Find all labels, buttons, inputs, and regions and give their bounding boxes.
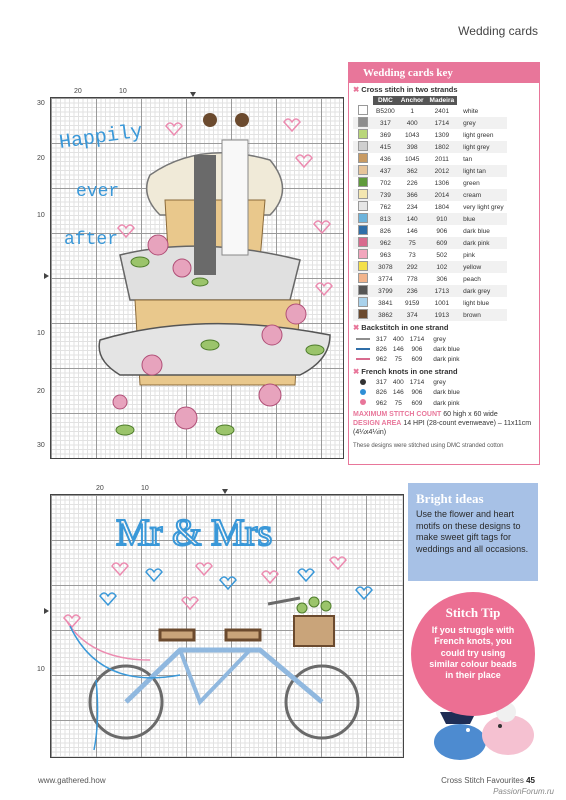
anchor-value: 400: [406, 119, 418, 127]
cross-stitch-table: [353, 96, 507, 321]
french-knot-symbol-cell: [353, 378, 373, 388]
dark-grey-symbol: [358, 285, 368, 295]
madeira-value: 1804: [434, 203, 450, 211]
symbol-cell: [353, 129, 373, 141]
mr-and-mrs-text: Mr & Mrs: [116, 512, 273, 554]
backstitch-row: [353, 344, 463, 354]
chart1-left-tick-10b: 10: [37, 330, 45, 337]
madeira-value: 906: [436, 227, 448, 235]
chart1-left-tick-30: 30: [37, 100, 45, 107]
backstitch-line-icon: [356, 358, 370, 360]
anchor-value: 146: [406, 227, 418, 235]
backstitch-symbol-cell: [353, 354, 373, 364]
chart2-top-tick-20: 20: [96, 485, 104, 492]
footer-magazine: Cross Stitch Favourites: [441, 776, 524, 785]
symbol-cell: [353, 309, 373, 321]
cream-symbol: [358, 189, 368, 199]
french-knot-dot-icon: [360, 389, 366, 395]
anchor-value: 374: [406, 311, 418, 319]
very-light-grey-symbol: [358, 201, 368, 211]
anchor-value: 1045: [404, 155, 420, 163]
colour-name: light tan: [463, 167, 486, 175]
backstitch-symbol-cell: [353, 334, 373, 344]
bright-ideas-box: [408, 483, 538, 581]
symbol-cell: [353, 237, 373, 249]
cross-stitch-row: [353, 165, 507, 177]
cross-stitch-row: [353, 285, 507, 297]
page-number: 45: [526, 776, 535, 785]
dmc-value: 3078: [378, 263, 393, 271]
colour-name: grey: [463, 119, 476, 127]
madeira-value: 1714: [409, 379, 425, 387]
colour-name: yellow: [463, 263, 482, 271]
light-tan-symbol: [358, 165, 368, 175]
colour-name: white: [463, 107, 479, 115]
stitch-tip-circle: [411, 592, 535, 716]
cross-stitch-row: [353, 177, 507, 189]
white-symbol: [358, 105, 368, 115]
cross-stitch-heading: ✖ Cross stitch in two strands: [353, 85, 458, 94]
chart1-top-tick-10: 10: [119, 88, 127, 95]
colour-name: very light grey: [463, 203, 504, 211]
madeira-value: 1714: [409, 335, 425, 343]
madeira-value: 1913: [434, 311, 450, 319]
anchor-value: 73: [408, 251, 416, 259]
madeira-value: 2012: [434, 167, 450, 175]
ever-text: ever: [76, 182, 120, 202]
madeira-value: 1306: [434, 179, 450, 187]
symbol-cell: [353, 141, 373, 153]
anchor-value: 400: [392, 335, 404, 343]
colour-name: grey: [433, 335, 446, 343]
madeira-value: 906: [411, 345, 423, 353]
backstitch-symbol-cell: [353, 344, 373, 354]
dmc-value: 3799: [378, 287, 393, 295]
colour-name: grey: [433, 379, 446, 387]
symbol-cell: [353, 297, 373, 309]
madeira-value: 2014: [434, 191, 450, 199]
anchor-value: 366: [406, 191, 418, 199]
colour-name: light grey: [463, 143, 490, 151]
french-knot-row: [353, 388, 463, 398]
chart1-left-tick-20b: 20: [37, 388, 45, 395]
anchor-value: 1: [410, 107, 414, 115]
dmc-value: 437: [379, 167, 391, 175]
dmc-value: 317: [376, 379, 387, 387]
colour-name: blue: [463, 215, 476, 223]
backstitch-row: [353, 334, 463, 344]
dmc-value: 962: [379, 239, 391, 247]
bright-ideas-title: Bright ideas: [416, 491, 484, 506]
madeira-value: 1802: [434, 143, 450, 151]
yellow-symbol: [358, 261, 368, 271]
dmc-value: 813: [379, 215, 391, 223]
madeira-value: 609: [411, 399, 423, 407]
anchor-value: 234: [406, 203, 418, 211]
cross-stitch-row: [353, 129, 507, 141]
french-knot-symbol-cell: [353, 388, 373, 398]
backstitch-line-icon: [356, 338, 370, 340]
anchor-value: 1043: [404, 131, 420, 139]
dark-pink-symbol: [358, 237, 368, 247]
chart2-top-tick-10: 10: [141, 485, 149, 492]
colour-name: peach: [463, 275, 481, 283]
symbol-cell: [353, 273, 373, 285]
green-symbol: [358, 177, 368, 187]
chart2-top-arrow: [222, 489, 228, 494]
french-knots-heading: ✖ French knots in one strand: [353, 366, 458, 376]
bicycle-motif: [90, 598, 358, 738]
dmc-value: 3862: [378, 311, 393, 319]
madeira-header: Madeira: [427, 96, 458, 105]
madeira-value: 609: [436, 239, 448, 247]
symbol-cell: [353, 165, 373, 177]
colour-name: brown: [463, 311, 481, 319]
anchor-value: 362: [406, 167, 418, 175]
anchor-value: 778: [406, 275, 418, 283]
stitch-tip-title: Stitch Tip: [445, 605, 501, 620]
madeira-value: 906: [411, 389, 423, 397]
dmc-value: 3841: [378, 299, 393, 307]
colour-name: dark pink: [433, 399, 460, 407]
stitch-count-info: [349, 408, 539, 437]
cross-stitch-row: [353, 213, 507, 225]
dmc-value: 739: [379, 191, 391, 199]
after-text: after: [64, 230, 119, 250]
key-note: These designs were stitched using DMC stranded cotton: [353, 443, 504, 450]
dmc-value: 436: [379, 155, 391, 163]
colour-name: cream: [463, 191, 482, 199]
anchor-value: 75: [408, 239, 416, 247]
chart2-left-arrow: [44, 608, 49, 614]
brown-symbol: [358, 309, 368, 319]
symbol-cell: [353, 177, 373, 189]
symbol-cell: [353, 105, 373, 117]
symbol-cell: [353, 249, 373, 261]
symbol-cell: [353, 261, 373, 273]
symbol-cell: [353, 189, 373, 201]
blue-symbol: [358, 213, 368, 223]
backstitch-line-icon: [356, 348, 370, 350]
chart1-left-tick-10: 10: [37, 212, 45, 219]
colour-name: dark grey: [463, 287, 491, 295]
peach-symbol: [358, 273, 368, 283]
madeira-value: 102: [436, 263, 448, 271]
cross-stitch-row: [353, 297, 507, 309]
dmc-value: 317: [376, 335, 387, 343]
dmc-value: 3774: [378, 275, 393, 283]
cross-stitch-row: [353, 225, 507, 237]
backstitch-row: [353, 354, 463, 364]
madeira-value: 1309: [434, 131, 450, 139]
cross-stitch-row: [353, 273, 507, 285]
grey-symbol: [358, 117, 368, 127]
dmc-value: 826: [379, 227, 391, 235]
colour-name: green: [463, 179, 480, 187]
key-title: Wedding cards key: [349, 63, 539, 83]
colour-name: dark blue: [433, 345, 460, 353]
anchor-value: 398: [406, 143, 418, 151]
max-count-label: MAXIMUM STITCH COUNT: [353, 411, 442, 419]
anchor-value: 292: [406, 263, 418, 271]
anchor-value: 146: [392, 389, 404, 397]
symbol-cell: [353, 117, 373, 129]
section-title: Wedding cards: [458, 24, 538, 38]
chart1-left-tick-30b: 30: [37, 442, 45, 449]
anchor-value: 400: [392, 379, 404, 387]
dmc-value: 702: [379, 179, 391, 187]
chart1-top-tick-20: 20: [74, 88, 82, 95]
watermark: PassionForum.ru: [493, 787, 554, 796]
symbol-cell: [353, 225, 373, 237]
cross-stitch-row: [353, 309, 507, 321]
design-area-value: 14 HPI (28-count evenweave) – 11x11cm (4¼x4¼in): [353, 419, 532, 436]
madeira-value: 306: [436, 275, 448, 283]
symbol-cell: [353, 285, 373, 297]
cross-stitch-row: [353, 189, 507, 201]
dmc-value: 962: [376, 399, 387, 407]
dmc-value: 963: [379, 251, 391, 259]
tan-symbol: [358, 153, 368, 163]
chart1-left-tick-20: 20: [37, 155, 45, 162]
cross-stitch-row: [353, 237, 507, 249]
light-grey-symbol: [358, 141, 368, 151]
footer-website: www.gathered.how: [38, 776, 106, 785]
anchor-value: 140: [406, 215, 418, 223]
madeira-value: 2011: [434, 155, 449, 163]
dmc-value: 317: [379, 119, 391, 127]
french-knot-dot-icon: [360, 399, 366, 405]
wedding-cards-key: [348, 62, 540, 465]
stitch-tip-body: If you struggle with French knots, you could try using similar colour beads in their place: [429, 625, 517, 680]
chart2-left-tick-10: 10: [37, 666, 45, 673]
dmc-value: B5200: [376, 107, 395, 115]
max-count-value: 60 high x 60 wide: [443, 411, 498, 419]
colour-name: pink: [463, 251, 476, 259]
colour-name: light blue: [463, 299, 490, 307]
cross-stitch-row: [353, 105, 507, 117]
madeira-value: 1714: [434, 119, 450, 127]
bright-ideas-body: Use the flower and heart motifs on these designs to make sweet gift tags for weddings and all occasions.: [416, 509, 529, 555]
light-green-symbol: [358, 129, 368, 139]
madeira-value: 2401: [434, 107, 450, 115]
dmc-value: 369: [379, 131, 391, 139]
colour-name: dark pink: [463, 239, 490, 247]
madeira-value: 609: [411, 355, 423, 363]
french-knot-row: [353, 398, 463, 408]
chart1-top-arrow: [190, 92, 196, 97]
footer-page-info: [441, 776, 535, 785]
dark-blue-symbol: [358, 225, 368, 235]
anchor-value: 146: [392, 345, 404, 353]
design-area-label: DESIGN AREA: [353, 419, 402, 427]
colour-name: dark blue: [433, 389, 460, 397]
dmc-value: 826: [376, 389, 387, 397]
dmc-value: 762: [379, 203, 391, 211]
colour-name: dark pink: [433, 355, 460, 363]
madeira-value: 1713: [434, 287, 450, 295]
dmc-value: 415: [379, 143, 391, 151]
colour-name: light green: [463, 131, 494, 139]
madeira-value: 910: [436, 215, 448, 223]
colour-name: tan: [463, 155, 473, 163]
madeira-value: 502: [436, 251, 448, 259]
pink-symbol: [358, 249, 368, 259]
cross-stitch-row: [353, 261, 507, 273]
symbol-cell: [353, 213, 373, 225]
cross-stitch-row: [353, 153, 507, 165]
basket-flowers: [297, 597, 331, 613]
anchor-value: 236: [406, 287, 418, 295]
symbol-cell: [353, 201, 373, 213]
cross-stitch-row: [353, 249, 507, 261]
cross-stitch-row: [353, 201, 507, 213]
dmc-value: 826: [376, 345, 387, 353]
madeira-value: 1001: [434, 299, 450, 307]
cross-stitch-row: [353, 141, 507, 153]
happily-text: Happily: [57, 120, 145, 155]
anchor-value: 9159: [404, 299, 420, 307]
dmc-header: DMC: [373, 96, 398, 105]
backstitch-table: [353, 334, 463, 365]
cross-stitch-row: [353, 117, 507, 129]
french-knots-table: [353, 378, 463, 409]
dmc-value: 962: [376, 355, 387, 363]
symbol-cell: [353, 153, 373, 165]
backstitch-heading: ✖ Backstitch in one strand: [353, 323, 449, 332]
colour-name: dark blue: [463, 227, 490, 235]
anchor-header: Anchor: [398, 96, 427, 105]
french-knot-symbol-cell: [353, 398, 373, 408]
french-knot-row: [353, 378, 463, 388]
light-blue-symbol: [358, 297, 368, 307]
anchor-value: 75: [394, 355, 402, 363]
anchor-value: 75: [394, 399, 402, 407]
anchor-value: 226: [406, 179, 418, 187]
french-knot-dot-icon: [360, 379, 366, 385]
chart1-left-arrow: [44, 273, 49, 279]
